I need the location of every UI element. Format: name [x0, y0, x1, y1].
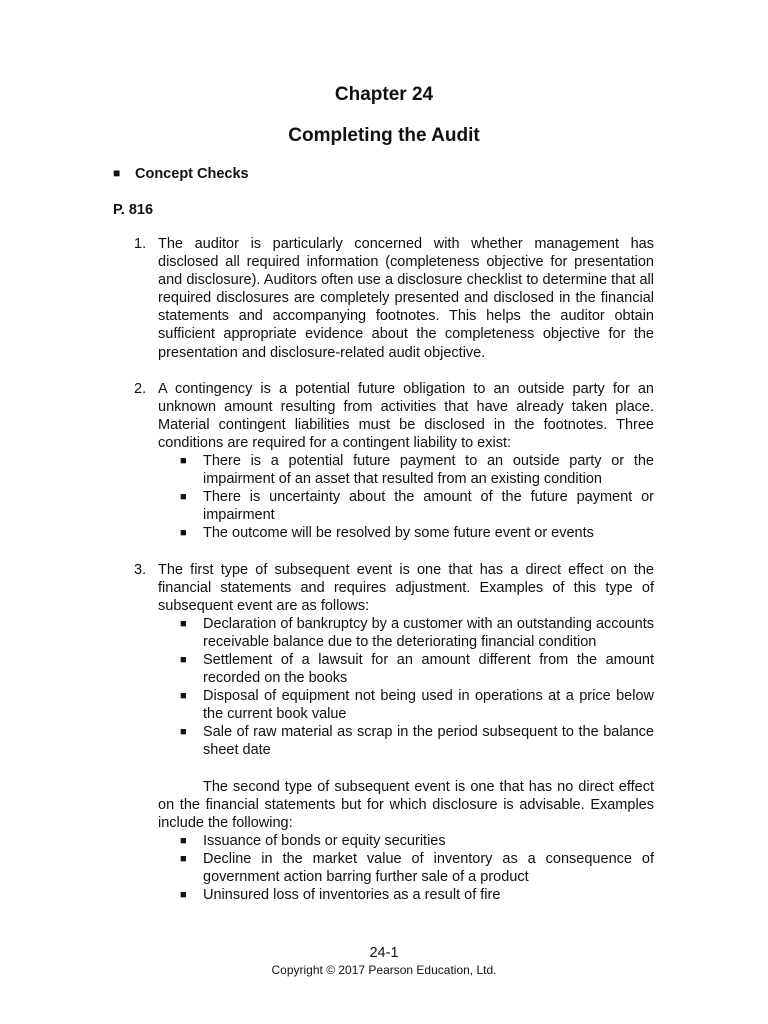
list-item: ■ There is a potential future payment to an outside party or the impairment of an asset that resulted from an existing condition — [180, 453, 654, 488]
answer-item-3 — [134, 561, 654, 905]
square-bullet-icon: ■ — [180, 527, 187, 540]
square-bullet-icon: ■ — [180, 852, 187, 865]
list-item: ■ The outcome will be resolved by some future event or events — [180, 525, 594, 542]
bullet-list — [158, 615, 654, 760]
list-item: ■ Sale of raw material as scrap in the period subsequent to the balance sheet date — [180, 724, 654, 759]
square-bullet-icon: ■ — [180, 889, 187, 902]
square-bullet-icon: ■ — [180, 455, 187, 468]
bullet-list — [158, 832, 654, 904]
item-text: A contingency is a potential future obligation to an outside party for an unknown amount resulting from activities that have already taken place. Material contingent liabilities must be disclosed in the footnotes. Three conditions are required for a contingent liability to exist: — [158, 380, 654, 451]
section-heading-label: Concept Checks — [135, 166, 249, 182]
item-number: 1. — [134, 236, 147, 252]
item-number: 3. — [134, 561, 147, 578]
list-item: ■ Disposal of equipment not being used in operations at a price below the current book value — [180, 688, 654, 723]
list-item: ■ Declaration of bankruptcy by a customer with an outstanding accounts receivable balance due to the deteriorating financial condition — [180, 615, 654, 650]
list-item: ■ Settlement of a lawsuit for an amount different from the amount recorded on the books — [180, 651, 654, 687]
square-bullet-icon: ■ — [180, 653, 187, 666]
list-item: ■ Uninsured loss of inventories as a result of fire — [180, 887, 501, 904]
list-item: ■ There is uncertainty about the amount of the future payment or impairment — [180, 489, 654, 524]
list-item: ■ Issuance of bonds or equity securities — [180, 832, 446, 849]
page-reference: P. 816 — [113, 202, 154, 218]
item-number: 2. — [134, 380, 147, 397]
square-bullet-icon: ■ — [180, 617, 187, 630]
square-bullet-icon: ■ — [113, 166, 121, 180]
chapter-number: Chapter 24 — [334, 84, 434, 105]
bullet-list — [158, 452, 654, 542]
item-text: The first type of subsequent event is one that has a direct effect on the financial statements and requires adjustment. Examples of this type of subsequent event are as follows: — [158, 561, 654, 614]
item-second-paragraph: The second type of subsequent event is one that has no direct effect on the financial statements but for which disclosure is advisable. Examples include the following: — [158, 778, 654, 831]
answer-item-2 — [134, 380, 654, 543]
square-bullet-icon: ■ — [180, 690, 187, 703]
answers-list — [134, 235, 654, 922]
square-bullet-icon: ■ — [180, 834, 187, 847]
page-number: 24-1 — [369, 945, 399, 961]
section-heading — [113, 163, 249, 184]
square-bullet-icon: ■ — [180, 491, 187, 504]
chapter-title: Completing the Audit — [288, 125, 480, 146]
item-text: The auditor is particularly concerned with whether management has disclosed all required information (completeness objective for presentation and disclosure). Auditors often use a disclosure checklist to determine that all required disclosures are completely presented and disclosed in the financial statements and accompanying footnotes. This helps the auditor obtain sufficient appropriate evidence about the completeness objective for the presentation and disclosure-related audit objective. — [158, 236, 654, 361]
square-bullet-icon: ■ — [180, 726, 187, 739]
list-item: ■ Decline in the market value of inventory as a consequence of government action barring further sale of a product — [180, 850, 654, 885]
answer-item-1 — [134, 235, 654, 362]
copyright-notice: Copyright © 2017 Pearson Education, Ltd. — [271, 963, 497, 977]
